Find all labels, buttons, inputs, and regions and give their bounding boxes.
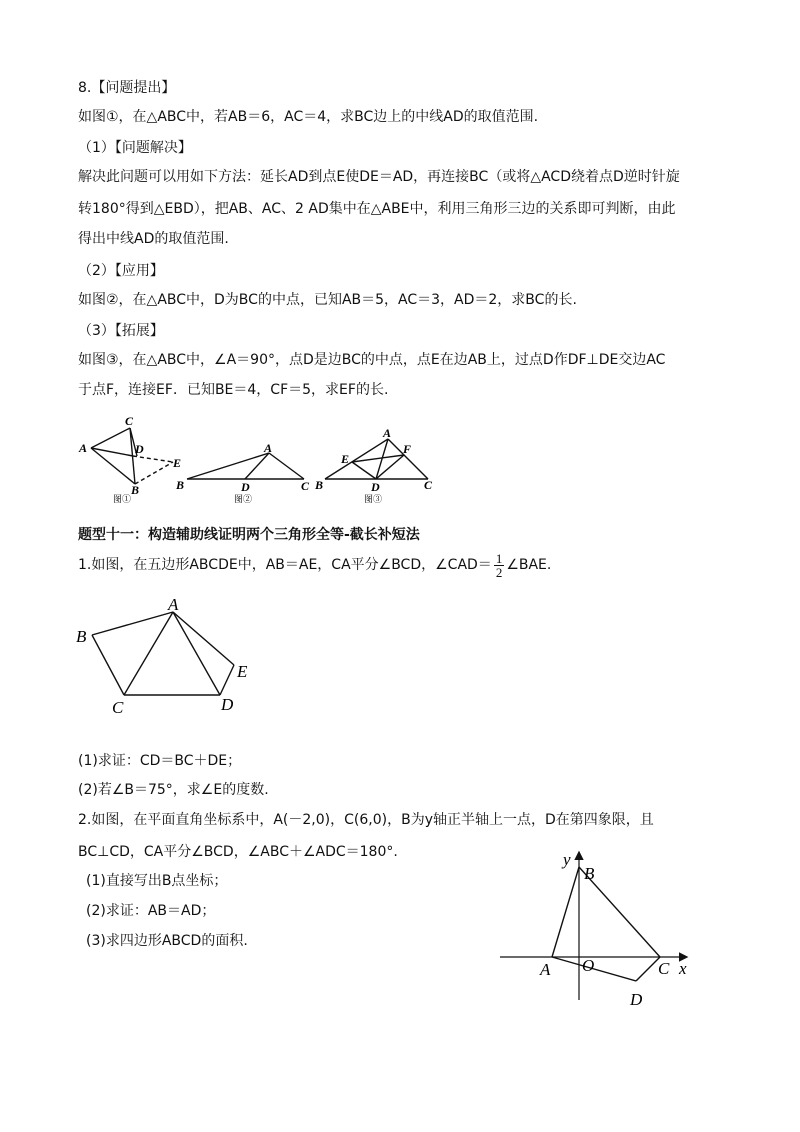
- q2-fig-label-c: C: [658, 959, 670, 978]
- fig2-label-d: D: [241, 480, 250, 494]
- fig1-label-b: B: [131, 483, 140, 497]
- part1-heading: （1）【问题解决】: [78, 140, 192, 156]
- part2-heading: （2）【应用】: [78, 263, 164, 279]
- q2-stem-line2: BC⊥CD，CA平分∠BCD，∠ABC＋∠ADC＝180°.: [78, 844, 398, 860]
- fig2-caption: 图②: [234, 494, 253, 504]
- q2-fig-label-x: x: [679, 959, 687, 978]
- fig1-label-e: E: [173, 456, 182, 470]
- q1-fig-label-c: C: [112, 698, 124, 717]
- q2-sub2: (2)求证：AB＝AD；: [86, 903, 216, 919]
- fig1-label-d: D: [135, 442, 144, 456]
- fig3-label-a: A: [383, 426, 392, 440]
- q2-stem-line1: 2.如图，在平面直角坐标系中，A(－2,0)，C(6,0)，B为y轴正半轴上一点，D在第四象限，且: [78, 812, 654, 828]
- q1-fraction-numerator: 1: [495, 550, 503, 566]
- fig3-label-d: D: [371, 480, 380, 494]
- q2-fig-label-d: D: [630, 990, 643, 1009]
- q1-fraction: [494, 552, 505, 579]
- part3-text-line1: 如图③，在△ABC中，∠A＝90°，点D是边BC的中点，点E在边AB上，过点D作DF⊥DE交边AC: [78, 352, 666, 368]
- q2-fig-label-y: y: [563, 850, 571, 869]
- q2-sub3: (3)求四边形ABCD的面积.: [86, 933, 248, 949]
- q2-fig-label-o: O: [582, 956, 595, 975]
- q1-stem-prefix: 1.如图，在五边形ABCDE中，AB＝AE，CA平分∠BCD，∠CAD＝: [78, 557, 492, 573]
- q2-sub1: (1)直接写出B点坐标；: [86, 873, 228, 889]
- part1-text-line3: 得出中线AD的取值范围.: [78, 231, 229, 247]
- fig2-label-a: A: [264, 441, 273, 455]
- fig2-label-b: B: [176, 478, 185, 492]
- q1-stem-suffix: ∠BAE.: [506, 557, 552, 573]
- section-title: 题型十一：构造辅助线证明两个三角形全等-截长补短法: [78, 527, 420, 543]
- q1-sub2: (2)若∠B＝75°，求∠E的度数.: [78, 782, 269, 798]
- part1-text-line1: 解决此问题可以用如下方法：延长AD到点E使DE＝AD，再连接BC（或将△ACD绕着点D逆时针旋: [78, 169, 680, 185]
- figure-2: [172, 440, 322, 506]
- fig3-caption: 图③: [364, 494, 383, 504]
- q1-pentagon-figure: [72, 592, 262, 722]
- figure-3: [312, 426, 440, 506]
- problem8-title: 8.【问题提出】: [78, 80, 176, 96]
- fig3-label-c: C: [424, 478, 433, 492]
- fig1-label-c: C: [125, 414, 134, 428]
- problem8-intro: 如图①，在△ABC中，若AB＝6，AC＝4，求BC边上的中线AD的取值范围.: [78, 109, 539, 125]
- q1-fraction-denominator: 2: [495, 564, 503, 580]
- figure-1: [75, 412, 185, 504]
- fig1-label-a: A: [79, 441, 88, 455]
- part2-text: 如图②，在△ABC中，D为BC的中点，已知AB＝5，AC＝3，AD＝2，求BC的长.: [78, 292, 577, 308]
- part1-text-line2: 转180°得到△EBD），把AB、AC、2 AD集中在△ABE中，利用三角形三边的关系即可判断，由此: [78, 201, 676, 217]
- fig3-label-e: E: [341, 452, 350, 466]
- q1-fig-label-e: E: [237, 662, 248, 681]
- fig1-caption: 图①: [113, 494, 132, 504]
- q1-sub1: (1)求证：CD＝BC＋DE；: [78, 753, 242, 769]
- fig2-label-c: C: [301, 479, 310, 493]
- fig3-label-f: F: [403, 442, 412, 456]
- q1-fig-label-b: B: [76, 627, 87, 646]
- q1-stem: [78, 550, 551, 580]
- part3-heading: （3）【拓展】: [78, 323, 164, 339]
- q1-fig-label-d: D: [221, 695, 234, 714]
- q2-fig-label-b: B: [584, 864, 595, 883]
- fig3-label-b: B: [315, 478, 324, 492]
- q2-coordinate-figure: [500, 845, 700, 1015]
- q2-fig-label-a: A: [540, 960, 551, 979]
- q1-fig-label-a: A: [168, 595, 179, 614]
- part3-text-line2: 于点F，连接EF．已知BE＝4，CF＝5，求EF的长.: [78, 382, 389, 398]
